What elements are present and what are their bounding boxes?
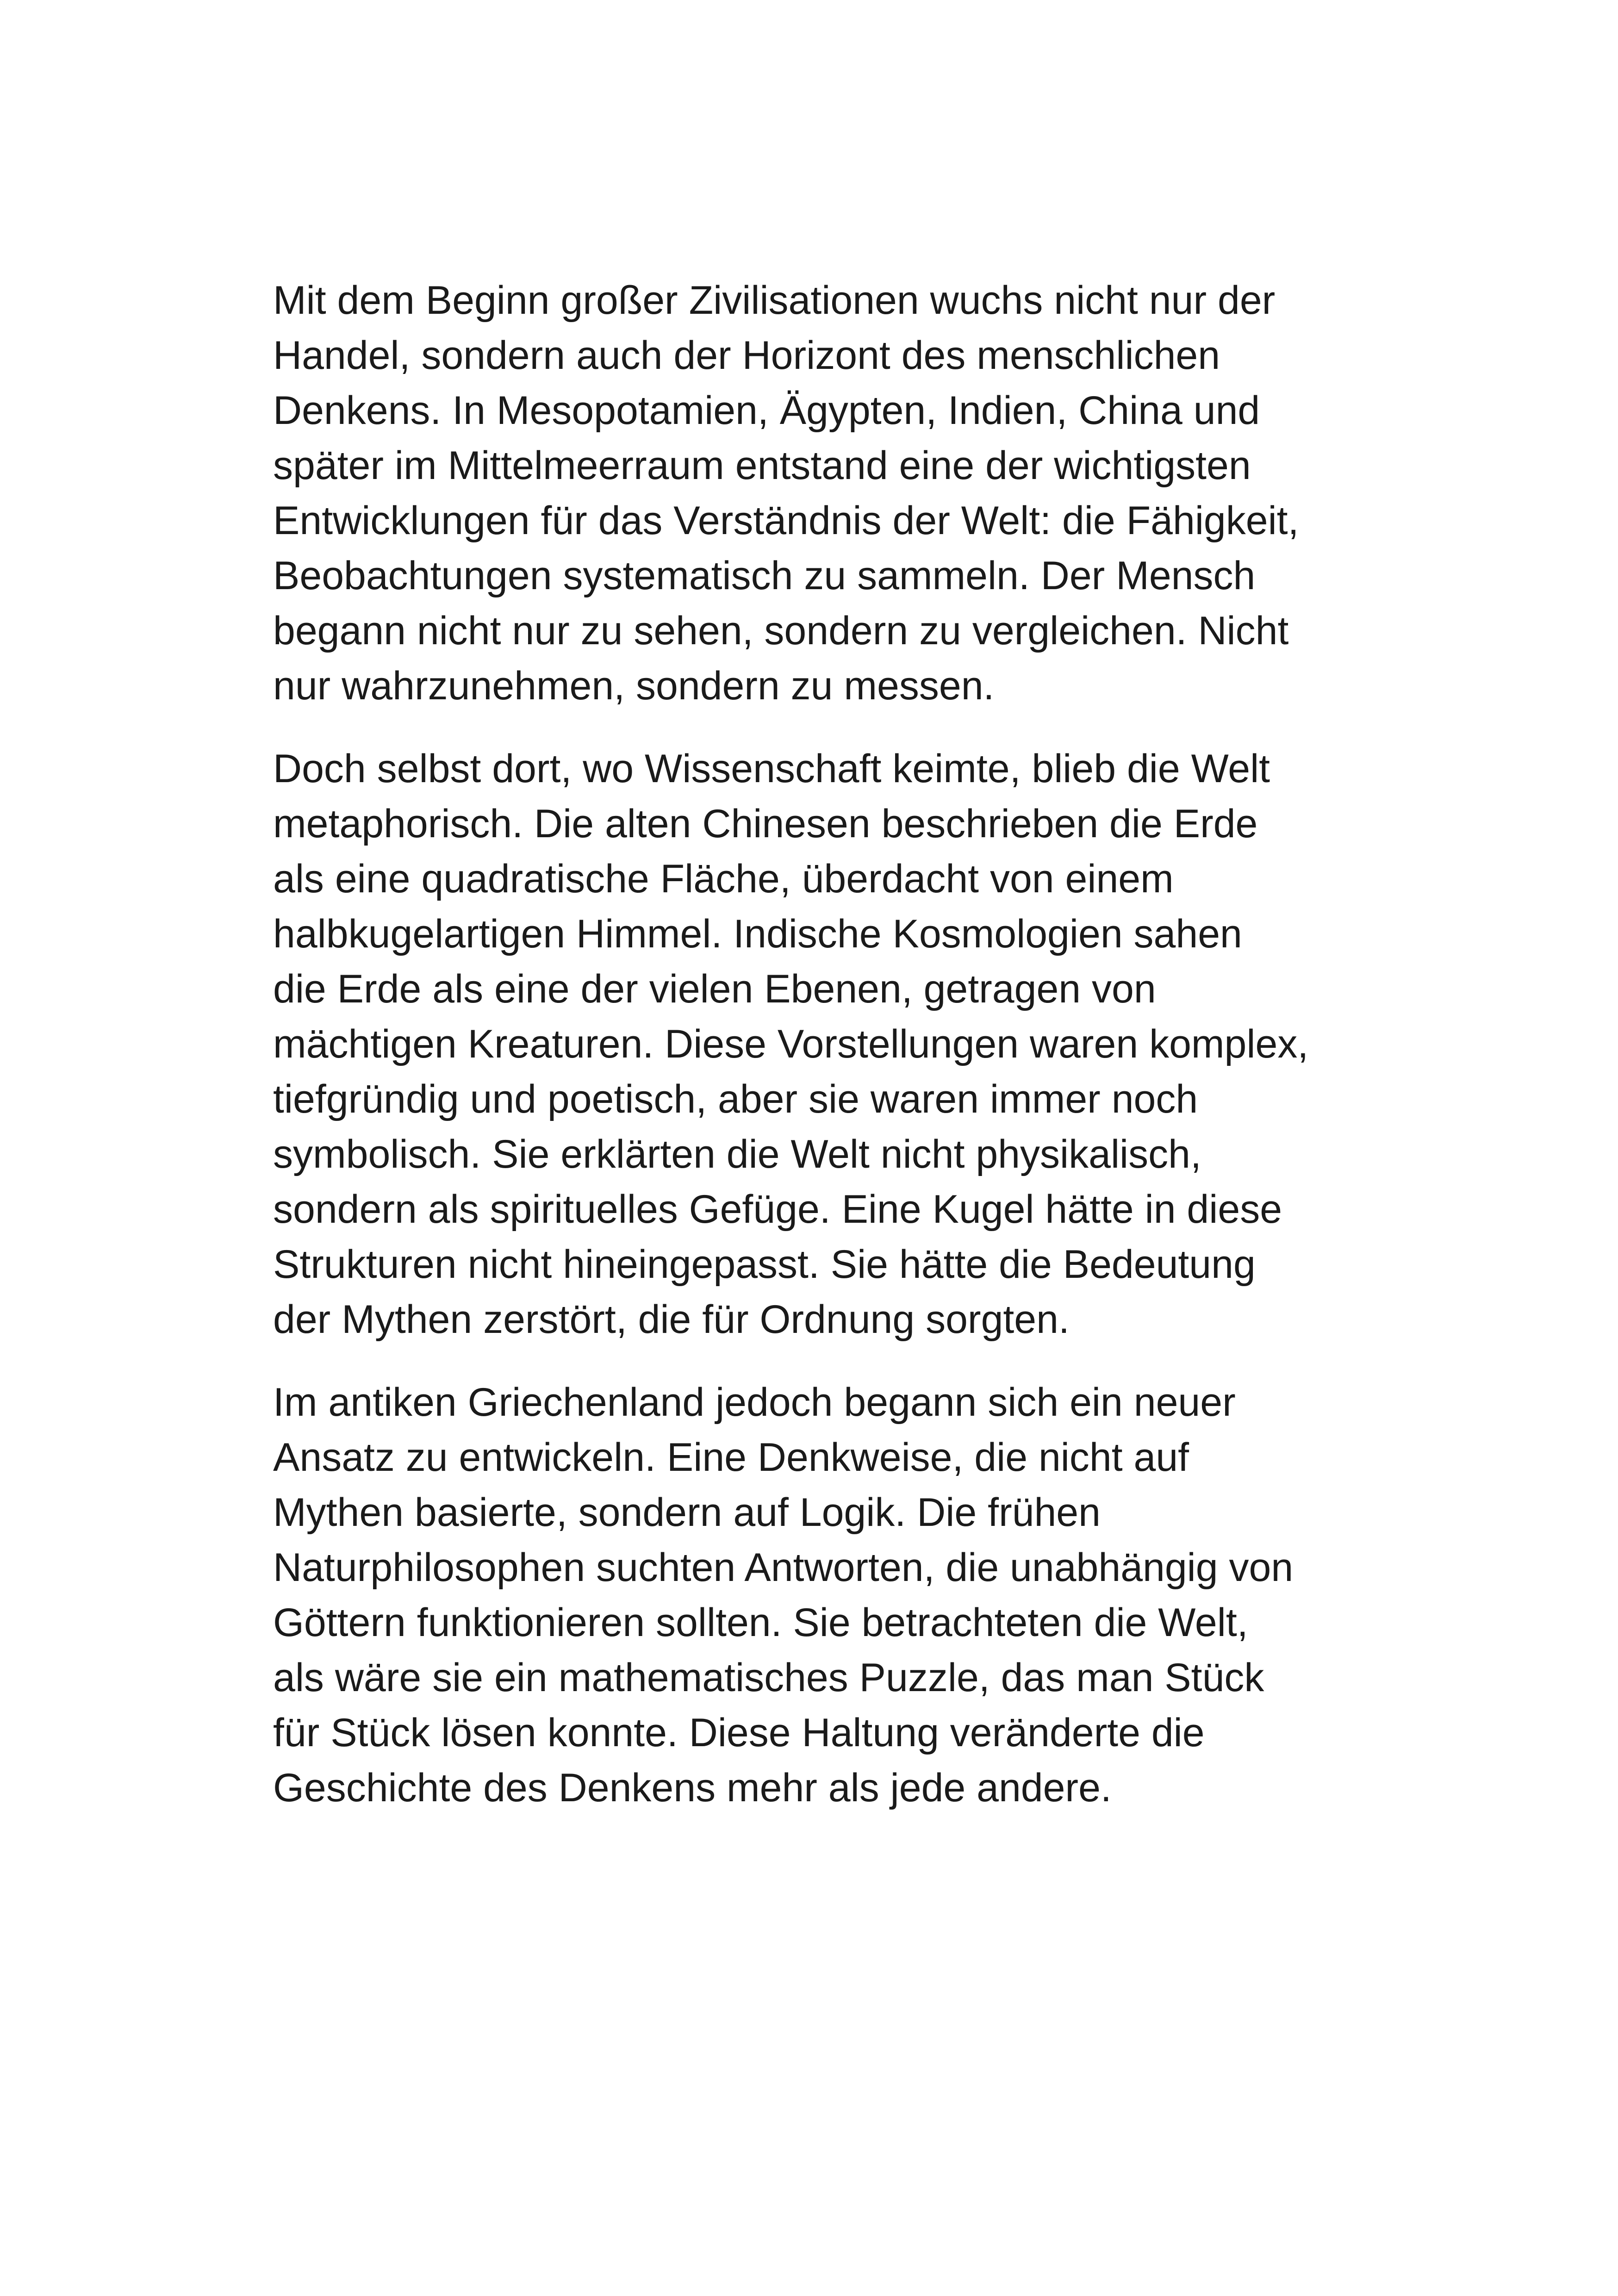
text-line: später im Mittelmeerraum entstand eine der wichtigsten [273, 443, 1251, 488]
text-line: Geschichte des Denkens mehr als jede andere. [273, 1766, 1112, 1810]
text-line: nur wahrzunehmen, sondern zu messen. [273, 664, 995, 708]
text-line: mächtigen Kreaturen. Diese Vorstellungen waren komplex, [273, 1022, 1309, 1066]
text-line: Mit dem Beginn großer Zivilisationen wuchs nicht nur der [273, 278, 1276, 323]
paragraph-1 [273, 273, 1384, 714]
text-line: Im antiken Griechenland jedoch begann sich ein neuer [273, 1380, 1236, 1425]
text-line: Beobachtungen systematisch zu sammeln. Der Mensch [273, 554, 1256, 598]
paragraph-3 [273, 1375, 1384, 1816]
text-line: symbolisch. Sie erklärten die Welt nicht physikalisch, [273, 1132, 1201, 1176]
text-line: die Erde als eine der vielen Ebenen, getragen von [273, 967, 1156, 1011]
text-line: Göttern funktionieren sollten. Sie betrachteten die Welt, [273, 1600, 1248, 1645]
text-line: Mythen basierte, sondern auf Logik. Die frühen [273, 1490, 1101, 1535]
text-line: Handel, sondern auch der Horizont des menschlichen [273, 333, 1220, 378]
text-line: tiefgründig und poetisch, aber sie waren immer noch [273, 1077, 1198, 1121]
text-line: für Stück lösen konnte. Diese Haltung veränderte die [273, 1711, 1205, 1755]
text-line: Entwicklungen für das Verständnis der Welt: die Fähigkeit, [273, 498, 1299, 543]
text-line: als eine quadratische Fläche, überdacht von einem [273, 857, 1174, 901]
text-line: Denkens. In Mesopotamien, Ägypten, Indien, China und [273, 388, 1260, 433]
paragraph-2 [273, 741, 1384, 1347]
text-line: Naturphilosophen suchten Antworten, die unabhängig von [273, 1545, 1294, 1590]
text-line: metaphorisch. Die alten Chinesen beschrieben die Erde [273, 802, 1258, 846]
body-text [273, 273, 1384, 1843]
text-line: als wäre sie ein mathematisches Puzzle, das man Stück [273, 1655, 1264, 1700]
text-line: sondern als spirituelles Gefüge. Eine Kugel hätte in diese [273, 1187, 1282, 1232]
text-line: halbkugelartigen Himmel. Indische Kosmologien sahen [273, 912, 1242, 956]
text-line: begann nicht nur zu sehen, sondern zu vergleichen. Nicht [273, 609, 1289, 653]
text-line: Strukturen nicht hineingepasst. Sie hätte die Bedeutung [273, 1242, 1256, 1287]
text-line: Doch selbst dort, wo Wissenschaft keimte, blieb die Welt [273, 747, 1270, 791]
text-line: der Mythen zerstört, die für Ordnung sorgten. [273, 1297, 1070, 1342]
text-line: Ansatz zu entwickeln. Eine Denkweise, die nicht auf [273, 1435, 1189, 1480]
